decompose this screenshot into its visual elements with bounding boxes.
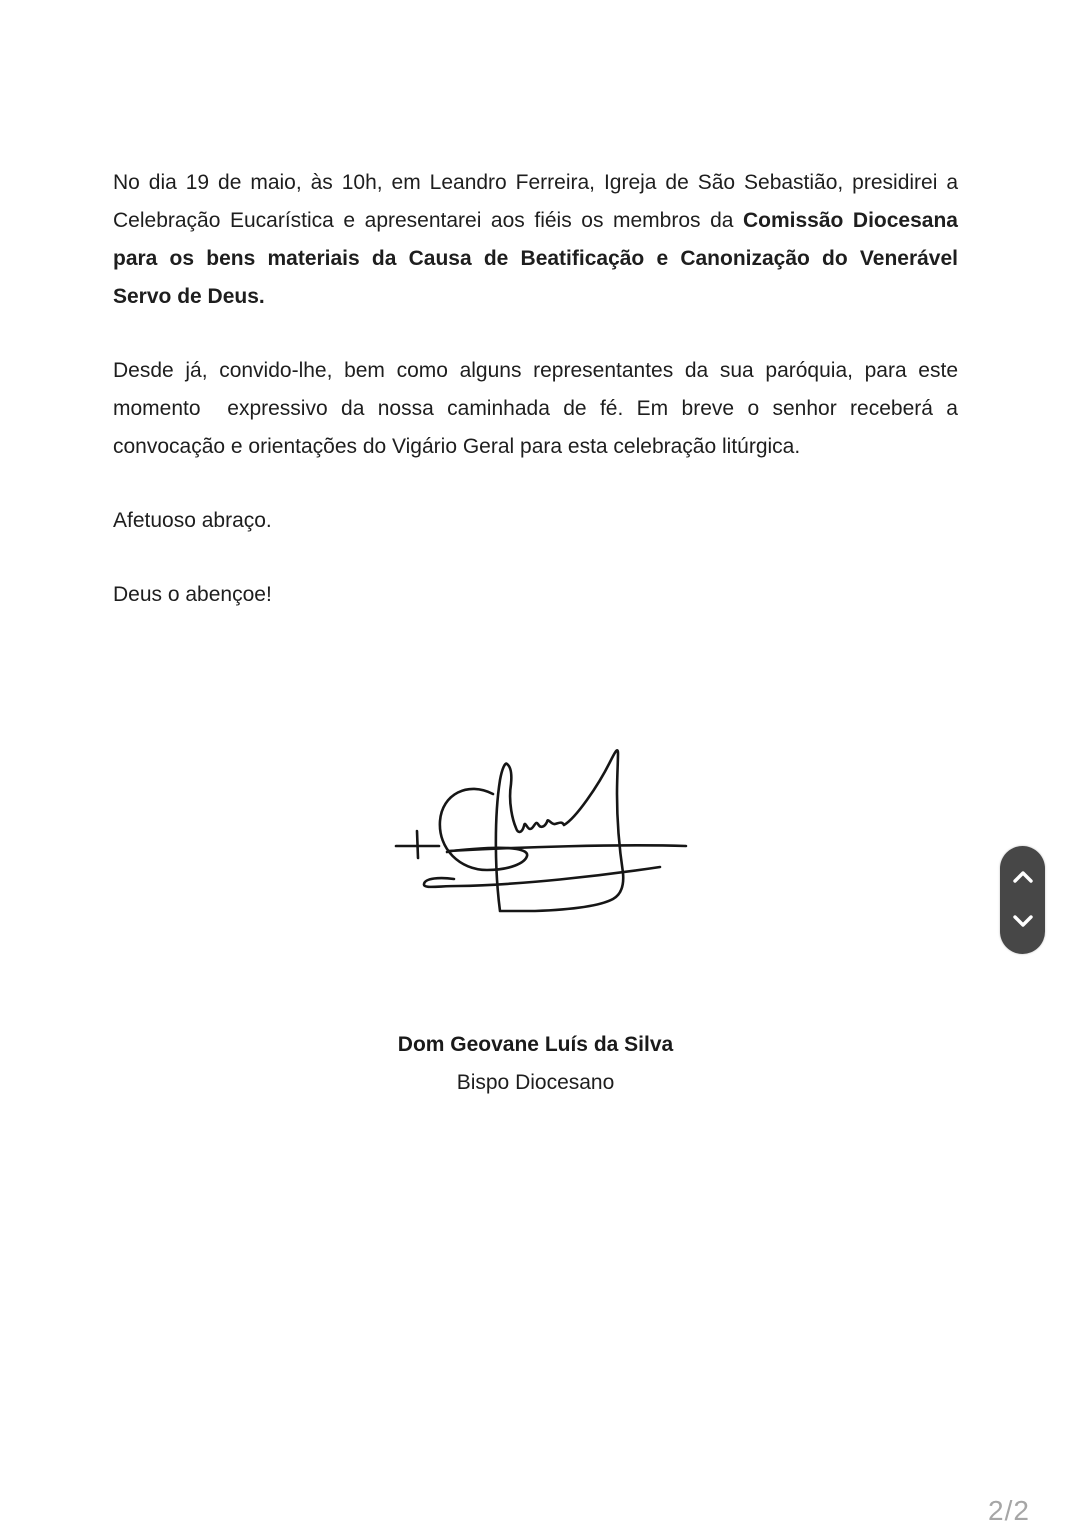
page-indicator: 2/2	[988, 1495, 1030, 1526]
scroll-down-button[interactable]	[1000, 900, 1045, 954]
text-line	[113, 576, 958, 614]
chevron-up-icon	[1012, 870, 1034, 887]
text-segment: Afetuoso abraço.	[113, 509, 272, 532]
bold-text-segment: Comissão Diocesana	[743, 209, 958, 232]
text-segment: Desde já, convido-lhe, bem como alguns representantes da sua paróquia, para este	[113, 359, 958, 382]
text-segment: Celebração Eucarística e apresentarei aos fiéis os membros da	[113, 209, 743, 232]
text-line	[113, 352, 958, 390]
letter-body	[113, 164, 958, 614]
paragraph	[113, 576, 958, 614]
text-segment: convocação e orientações do Vigário Geral para esta celebração litúrgica.	[113, 435, 801, 458]
paragraph	[113, 502, 958, 540]
signature-image	[350, 718, 750, 958]
text-line	[113, 164, 958, 202]
text-segment: Deus o abençoe!	[113, 583, 272, 606]
signer-name: Dom Geovane Luís da Silva	[397, 1033, 674, 1056]
text-line	[113, 202, 958, 240]
signer-title: Bispo Diocesano	[456, 1071, 615, 1094]
chevron-down-icon	[1012, 914, 1034, 931]
text-line	[113, 428, 958, 466]
scroll-control	[1000, 846, 1045, 954]
text-segment: No dia 19 de maio, às 10h, em Leandro Ferreira, Igreja de São Sebastião, presidirei a	[113, 171, 958, 194]
signature-strokes	[350, 718, 750, 958]
text-segment: momento expressivo da nossa caminhada de fé. Em breve o senhor receberá a	[113, 397, 958, 420]
paragraph	[113, 164, 958, 316]
bold-text-segment: Servo de Deus.	[113, 285, 265, 308]
text-line	[113, 240, 958, 278]
paragraph	[113, 352, 958, 466]
bold-text-segment: para os bens materiais da Causa de Beatificação e Canonização do Venerável	[113, 247, 958, 270]
text-line	[113, 390, 958, 428]
scroll-up-button[interactable]	[1000, 846, 1045, 900]
text-line	[113, 502, 958, 540]
signature-block	[113, 1026, 958, 1102]
text-line	[113, 278, 958, 316]
